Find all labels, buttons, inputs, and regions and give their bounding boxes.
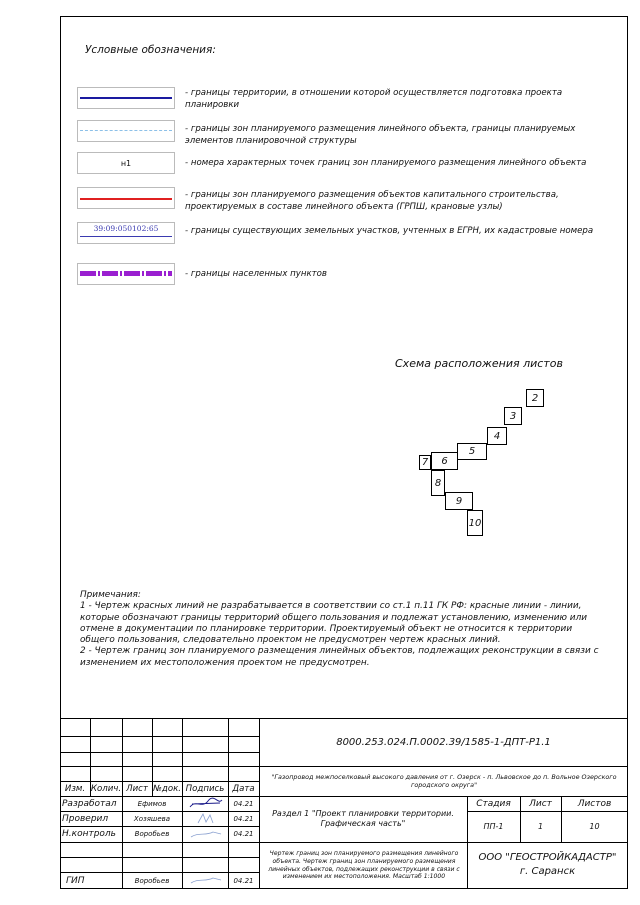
legend-swatch-points: н1	[77, 152, 175, 174]
sheets-value: 10	[589, 822, 600, 831]
role-checked: Проверил	[62, 814, 109, 824]
signature-chief-engineer	[188, 874, 224, 886]
object-name: "Газопровод межпоселковый высокого давления от г. Озерск - п. Львовское до п. Вольное Озерского городского округа"	[271, 773, 617, 789]
signature-norm-control	[188, 828, 224, 840]
sheet-3: 3	[504, 407, 522, 425]
legend-swatch-territory	[77, 87, 175, 109]
legend-swatch-settlement	[77, 263, 175, 285]
signature-developed	[186, 797, 226, 811]
date-checked: 04.21	[233, 814, 254, 823]
legend-text-territory: - границы территории, в отношении которой осуществляется подготовка проекта планировки	[185, 88, 563, 110]
sheet-6: 6	[431, 452, 458, 470]
name-norm-control: Воробьев	[134, 830, 170, 838]
name-checked: Хозяшева	[133, 814, 171, 823]
note-2: 2 - Чертеж границ зон планируемого размещения линейных объектов, подлежащих реконструкции в связи с изменением их местоположения проектом не предусмотрен.	[80, 646, 599, 668]
legend-swatch-capital	[77, 187, 175, 209]
sheet-9: 9	[445, 492, 473, 510]
legend-title: Условные обозначения:	[85, 44, 216, 56]
organization-city: г. Саранск	[519, 866, 576, 877]
sheet-2: 2	[526, 389, 544, 407]
hdr-sign: Подпись	[185, 783, 225, 794]
hdr-date: Дата	[232, 783, 255, 794]
date-developed: 04.21	[233, 799, 254, 808]
legend-text-settlement: - границы населенных пунктов	[185, 269, 327, 279]
stage-label: Стадия	[476, 798, 511, 809]
sheet-7: 7	[419, 455, 431, 470]
hdr-doc: №док.	[152, 783, 182, 794]
sheet-label: Лист	[529, 798, 552, 809]
name-chief-engineer: Воробьев	[134, 876, 170, 885]
section-name: Раздел 1 "Проект планировки территории. Графическая часть"	[272, 809, 454, 828]
signature-checked	[195, 811, 217, 826]
legend-swatch-zone	[77, 120, 175, 142]
notes	[80, 590, 600, 669]
sheets-label: Листов	[577, 798, 612, 809]
note-1: 1 - Чертеж красных линий не разрабатывается в соответствии со ст.1 п.11 ГК РФ: красные линии - линии, которые обозначают границы территорий общего пользования и подлежат установлению, изменению или отмене в документации по планировке территории. Проектируемый объект не относится к территории общего пользования, следовательно проектом не предусмотрен чертеж красных линий.	[80, 601, 588, 646]
legend-parcel-sample: 39:09:050102:65	[93, 224, 159, 233]
legend-swatch-parcel	[77, 222, 175, 244]
date-chief-engineer: 04.21	[233, 876, 254, 885]
document-code: 8000.253.024.П.0002.39/1585-1-ДПТ-Р1.1	[336, 736, 551, 748]
role-norm-control: Н.контроль	[62, 829, 116, 839]
sheet-4: 4	[487, 427, 507, 445]
drawing-name: Чертеж границ зон планируемого размещения линейного объекта. Чертеж границ зон планируемого размещения линейных объектов, подлежащих реконструкции в связи с изменением их местоположения. Масштаб 1:1000	[268, 850, 460, 881]
sheet-8: 8	[431, 470, 445, 496]
date-norm-control: 04.21	[233, 830, 254, 838]
legend-text-points: - номера характерных точек границ зон планируемого размещения линейного объекта	[185, 158, 587, 168]
notes-title: Примечания:	[80, 590, 141, 600]
legend-text-parcel: - границы существующих земельных участков, учтенных в ЕГРН, их кадастровые номера	[185, 226, 594, 236]
legend-text-capital: - границы зон планируемого размещения объектов капитального строительства, проектируемых в составе линейного объекта (ГРПШ, крановые узлы)	[185, 190, 559, 212]
organization-name: ООО "ГЕОСТРОЙКАДАСТР"	[478, 852, 617, 863]
stage-value: ПП-1	[483, 822, 504, 831]
role-developed: Разработал	[62, 799, 117, 809]
name-developed: Ефимов	[137, 799, 167, 808]
hdr-kol: Колич.	[90, 783, 122, 794]
sheet-10: 10	[467, 510, 483, 536]
hdr-list: Лист	[126, 783, 148, 794]
scheme-title: Схема расположения листов	[395, 357, 563, 370]
legend-text-zone: - границы зон планируемого размещения линейного объекта, границы планируемых элементов планировочной структуры	[185, 124, 576, 146]
hdr-izm: Изм.	[64, 783, 86, 794]
role-chief-engineer: ГИП	[66, 876, 85, 886]
sheet-value: 1	[537, 822, 544, 831]
sheet-5: 5	[457, 443, 487, 460]
